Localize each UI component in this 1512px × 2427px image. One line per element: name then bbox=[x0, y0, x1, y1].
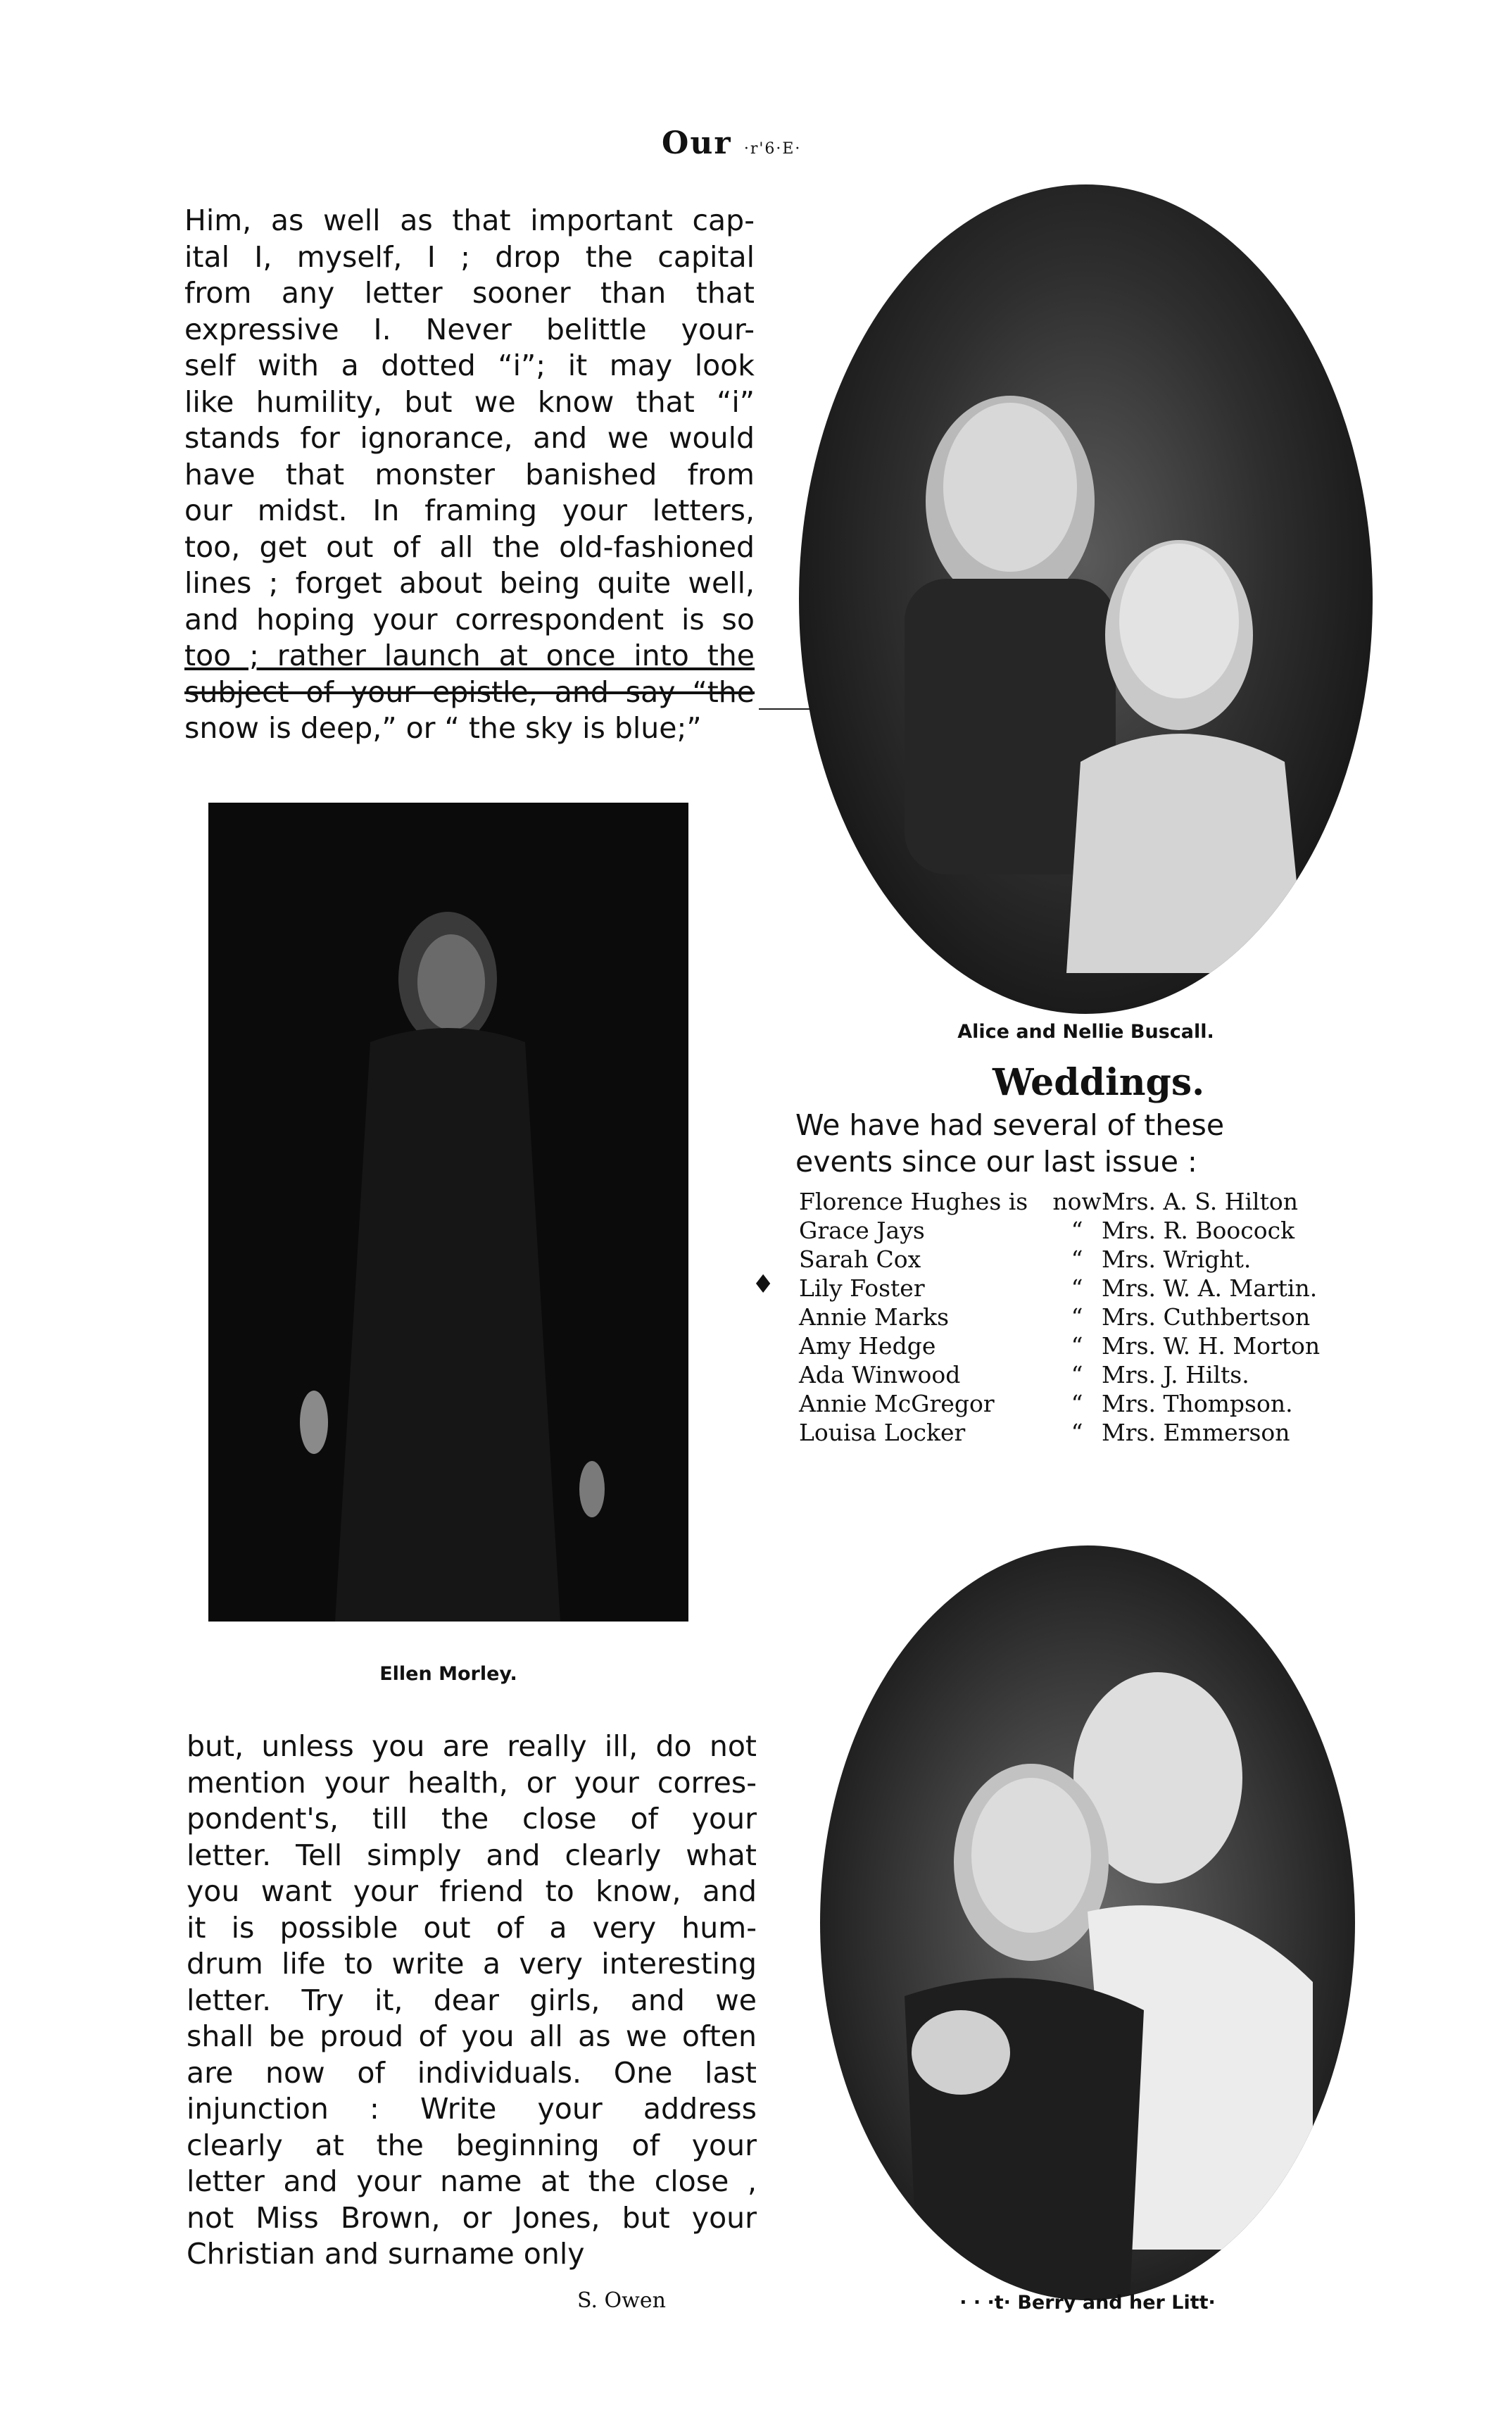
text-line: our midst. In framing your letters, bbox=[184, 494, 755, 527]
bride-name: Amy Hedge bbox=[799, 1332, 936, 1360]
text-line: letter and your name at the close , bbox=[187, 2164, 757, 2198]
text-line: you want your friend to know, and bbox=[187, 1874, 757, 1908]
text-line: like humility, but we know that “i” bbox=[184, 384, 755, 419]
ditto-mark: now bbox=[1052, 1188, 1102, 1215]
text-line: pondent's, till the close of your bbox=[187, 1802, 757, 1836]
ditto-mark: “ bbox=[1071, 1274, 1083, 1302]
portrait-figure bbox=[208, 803, 688, 1622]
text-line: are now of individuals. One last bbox=[187, 2055, 757, 2090]
married-name: Mrs. Wright. bbox=[1102, 1246, 1252, 1273]
bride-name: Annie Marks bbox=[799, 1303, 950, 1331]
text-line: from any letter sooner than that bbox=[184, 276, 755, 310]
text-line: it is possible out of a very hum- bbox=[187, 1910, 757, 1945]
married-name: Mrs. W. A. Martin. bbox=[1102, 1274, 1318, 1302]
ditto-mark: “ bbox=[1071, 1217, 1083, 1244]
text-line: clearly at the beginning of your bbox=[187, 2128, 757, 2162]
bride-name: Florence Hughes is bbox=[799, 1188, 1028, 1215]
text-line: have that monster banished from bbox=[184, 457, 755, 491]
text-line: shall be proud of you all as we often bbox=[187, 2019, 757, 2053]
text-line: self with a dotted “i”; it may look bbox=[184, 349, 755, 382]
intro-line: events since our last issue : bbox=[795, 1145, 1197, 1179]
weddings-intro bbox=[795, 1107, 1373, 1180]
ditto-mark: “ bbox=[1071, 1332, 1083, 1360]
ditto-mark: “ bbox=[1071, 1361, 1083, 1388]
bride-name: Annie McGregor bbox=[799, 1390, 995, 1417]
married-name: Mrs. A. S. Hilton bbox=[1102, 1188, 1298, 1215]
married-name: Mrs. Cuthbertson bbox=[1102, 1303, 1311, 1331]
ditto-mark: “ bbox=[1071, 1303, 1083, 1331]
caption-alice-nellie: Alice and Nellie Buscall. bbox=[957, 1021, 1214, 1043]
married-name: Mrs. Thompson. bbox=[1102, 1390, 1293, 1417]
bride-name: Sarah Cox bbox=[799, 1246, 921, 1273]
list-item bbox=[799, 1418, 1355, 1447]
married-name: Mrs. R. Boocock bbox=[1102, 1217, 1295, 1244]
married-name: Mrs. Emmerson bbox=[1102, 1419, 1290, 1446]
ditto-mark: “ bbox=[1071, 1390, 1083, 1417]
article-text-bottom bbox=[187, 1729, 757, 2273]
text-line: stands for ignorance, and we would bbox=[184, 421, 755, 455]
text-line: mention your health, or your corres- bbox=[187, 1765, 757, 1800]
bride-name: Lily Foster bbox=[799, 1274, 925, 1302]
text-line: letter. Tell simply and clearly what bbox=[187, 1838, 757, 1872]
text-line: lines ; forget about being quite well, bbox=[184, 566, 755, 600]
portrait-figures bbox=[820, 1545, 1355, 2300]
intro-line: We have had several of these bbox=[795, 1108, 1225, 1142]
text-line: drum life to write a very interesting bbox=[187, 1947, 757, 1981]
photo-berry bbox=[820, 1545, 1355, 2300]
caption-ellen-morley: Ellen Morley. bbox=[379, 1663, 517, 1685]
text-line: expressive I. Never belittle your- bbox=[184, 312, 755, 346]
list-item bbox=[799, 1360, 1355, 1389]
list-item bbox=[799, 1389, 1355, 1418]
text-line: too, get out of all the old-fashioned bbox=[184, 529, 755, 564]
header-title: Our bbox=[662, 125, 732, 161]
ditto-mark: “ bbox=[1071, 1419, 1083, 1446]
signature: S. Owen bbox=[577, 2288, 666, 2313]
portrait-figures bbox=[799, 184, 1373, 1014]
list-item bbox=[799, 1245, 1355, 1274]
text-line: injunction : Write your address bbox=[187, 2092, 757, 2126]
text-line: but, unless you are really ill, do not bbox=[187, 1729, 757, 1763]
text-line: and hoping your correspondent is so bbox=[184, 602, 755, 636]
photo-alice-nellie bbox=[799, 184, 1373, 1014]
list-item bbox=[799, 1187, 1355, 1216]
text-line: Christian and surname only bbox=[187, 2237, 585, 2271]
list-item bbox=[799, 1303, 1355, 1331]
list-item bbox=[799, 1274, 1355, 1303]
photo-ellen-morley bbox=[208, 803, 688, 1622]
list-item bbox=[799, 1216, 1355, 1245]
weddings-title: Weddings. bbox=[993, 1061, 1205, 1104]
bride-name: Louisa Locker bbox=[799, 1419, 966, 1446]
text-line: Him, as well as that important cap- bbox=[184, 203, 755, 237]
bride-name: Ada Winwood bbox=[799, 1361, 961, 1388]
text-line: ital I, myself, I ; drop the capital bbox=[184, 239, 755, 274]
page-header bbox=[662, 125, 943, 161]
text-line: not Miss Brown, or Jones, but your bbox=[187, 2200, 757, 2235]
header-title-rest: ·r'6·E· bbox=[743, 140, 802, 158]
text-line: subject of your epistle, and say “the bbox=[184, 675, 755, 709]
caption-berry: · · ·t· Berry and her Litt· bbox=[959, 2292, 1216, 2314]
bride-name: Grace Jays bbox=[799, 1217, 925, 1244]
weddings-list bbox=[799, 1187, 1355, 1447]
text-line: too ; rather launch at once into the bbox=[184, 639, 755, 672]
text-line: letter. Try it, dear girls, and we bbox=[187, 1983, 757, 2017]
married-name: Mrs. J. Hilts. bbox=[1102, 1361, 1249, 1388]
article-text-top bbox=[184, 203, 755, 747]
ditto-mark: “ bbox=[1071, 1246, 1083, 1273]
list-item bbox=[799, 1331, 1355, 1360]
text-line: snow is deep,” or “ the sky is blue;” bbox=[184, 711, 702, 745]
married-name: Mrs. W. H. Morton bbox=[1102, 1332, 1321, 1360]
bullet-mark: ♦ bbox=[752, 1270, 775, 1299]
